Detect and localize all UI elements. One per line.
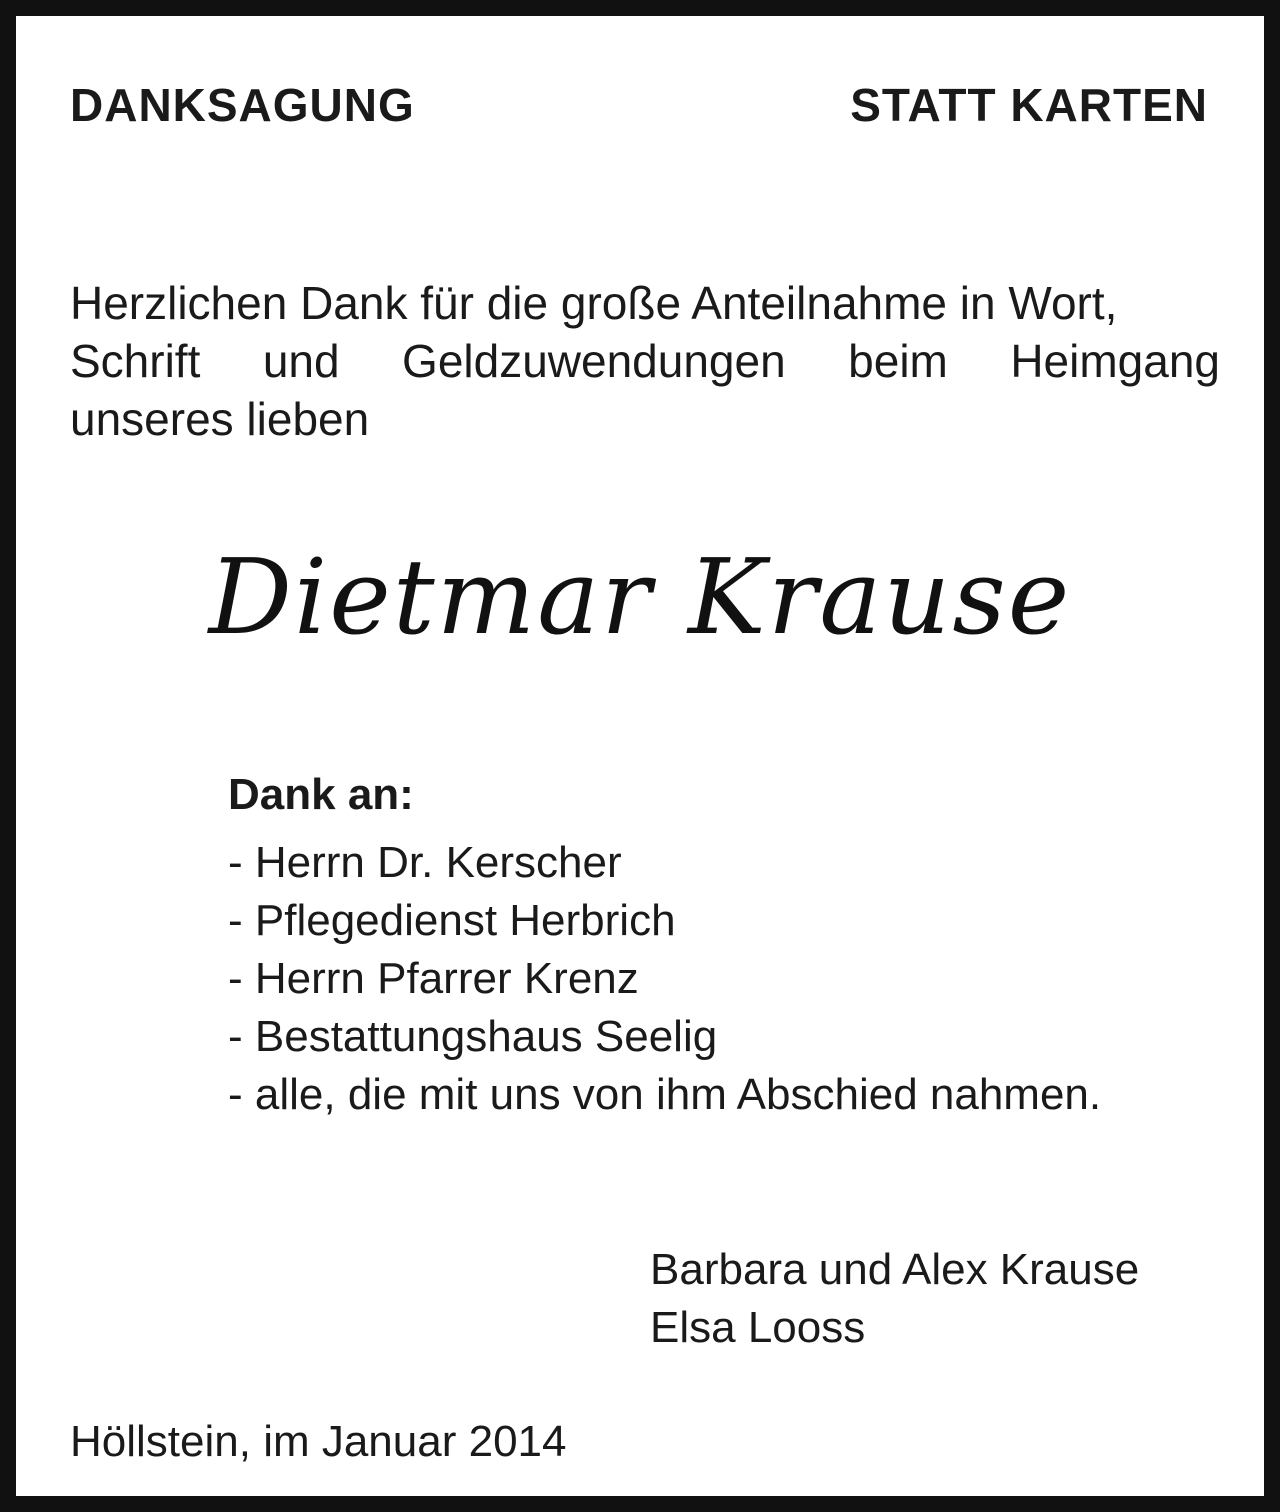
thanks-list (228, 834, 1101, 1124)
thanks-item: - Herrn Pfarrer Krenz (228, 954, 639, 1003)
signer-name: Barbara und Alex Krause (650, 1245, 1140, 1294)
intro-line-3: unseres lieben (70, 393, 370, 445)
intro-text (70, 274, 1220, 448)
signers (650, 1241, 1139, 1357)
thanks-item: - Herrn Dr. Kerscher (228, 838, 622, 887)
header-title: DANKSAGUNG (70, 79, 415, 131)
thanks-heading: Dank an: (228, 770, 414, 819)
thanks-item: - alle, die mit uns von ihm Abschied nahmen. (228, 1070, 1102, 1119)
thanks-section (228, 766, 1101, 1124)
signer-name: Elsa Looss (650, 1303, 866, 1352)
place-and-date: Höllstein, im Januar 2014 (70, 1417, 567, 1466)
thanks-item: - Pflegedienst Herbrich (228, 896, 676, 945)
thanks-item: - Bestattungshaus Seelig (228, 1012, 718, 1061)
intro-line-2: Schrift und Geldzuwendungen beim Heimgang (70, 335, 1220, 387)
deceased-name: Dietmar Krause (208, 536, 1072, 658)
header-subtitle: STATT KARTEN (850, 79, 1208, 131)
intro-line-1: Herzlichen Dank für die große Anteilnahme in Wort, (70, 277, 1118, 329)
